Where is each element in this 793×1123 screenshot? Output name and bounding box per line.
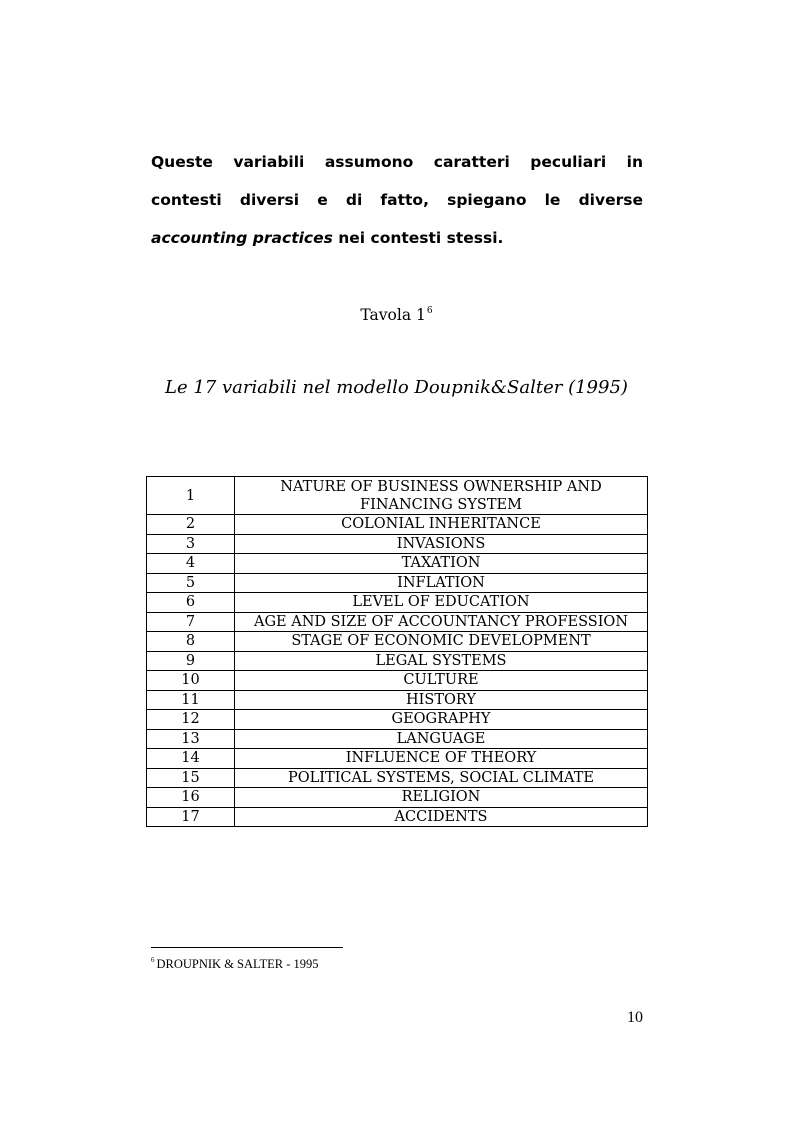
row-number: 1 (147, 477, 235, 515)
table-row (147, 788, 648, 808)
row-variable: NATURE OF BUSINESS OWNERSHIP AND FINANCING SYSTEM (235, 477, 648, 515)
row-variable: HISTORY (235, 690, 648, 710)
caption-label: Tavola 1 (360, 306, 426, 324)
row-number: 7 (147, 612, 235, 632)
row-variable: ACCIDENTS (235, 807, 648, 827)
footnote (151, 956, 319, 972)
table-row (147, 671, 648, 691)
row-number: 3 (147, 534, 235, 554)
row-number: 10 (147, 671, 235, 691)
row-number: 17 (147, 807, 235, 827)
row-variable: POLITICAL SYSTEMS, SOCIAL CLIMATE (235, 768, 648, 788)
table-row (147, 749, 648, 769)
table-row (147, 710, 648, 730)
table-row (147, 534, 648, 554)
row-number: 15 (147, 768, 235, 788)
row-variable: LEVEL OF EDUCATION (235, 593, 648, 613)
table-row (147, 554, 648, 574)
body-paragraph (151, 143, 643, 257)
table-row (147, 651, 648, 671)
paragraph-italic-term: accounting practices (151, 229, 333, 247)
row-number: 9 (147, 651, 235, 671)
row-variable: COLONIAL INHERITANCE (235, 515, 648, 535)
paragraph-text-1: Queste variabili assumono caratteri peculiari in contesti diversi e di fatto, spiegano le diverse (151, 153, 643, 209)
row-variable: GEOGRAPHY (235, 710, 648, 730)
table-row (147, 729, 648, 749)
footnote-text: DROUPNIK & SALTER - 1995 (156, 957, 319, 971)
footnote-marker: 6 (151, 956, 155, 964)
table-row (147, 612, 648, 632)
table-row (147, 807, 648, 827)
row-number: 11 (147, 690, 235, 710)
row-number: 14 (147, 749, 235, 769)
row-variable: AGE AND SIZE OF ACCOUNTANCY PROFESSION (235, 612, 648, 632)
row-number: 8 (147, 632, 235, 652)
row-variable: LEGAL SYSTEMS (235, 651, 648, 671)
table-row (147, 515, 648, 535)
table-row (147, 573, 648, 593)
row-variable: INVASIONS (235, 534, 648, 554)
row-variable: STAGE OF ECONOMIC DEVELOPMENT (235, 632, 648, 652)
row-variable: RELIGION (235, 788, 648, 808)
table-row (147, 690, 648, 710)
row-number: 13 (147, 729, 235, 749)
row-number: 4 (147, 554, 235, 574)
footnote-separator (151, 947, 343, 948)
row-number: 5 (147, 573, 235, 593)
row-variable: TAXATION (235, 554, 648, 574)
table-row (147, 593, 648, 613)
table-caption (0, 301, 793, 325)
row-number: 12 (147, 710, 235, 730)
caption-footnote-ref[interactable]: 6 (426, 306, 433, 316)
row-number: 16 (147, 788, 235, 808)
table-row (147, 632, 648, 652)
table-row (147, 768, 648, 788)
table-row (147, 477, 648, 515)
page-number: 10 (627, 1009, 643, 1026)
row-number: 6 (147, 593, 235, 613)
row-number: 2 (147, 515, 235, 535)
variables-table (146, 476, 648, 827)
row-variable: INFLUENCE OF THEORY (235, 749, 648, 769)
row-variable: CULTURE (235, 671, 648, 691)
table-title: Le 17 variabili nel modello Doupnik&Salter (1995) (165, 377, 628, 398)
row-variable: INFLATION (235, 573, 648, 593)
paragraph-text-2: nei contesti stessi. (338, 229, 504, 247)
row-variable: LANGUAGE (235, 729, 648, 749)
